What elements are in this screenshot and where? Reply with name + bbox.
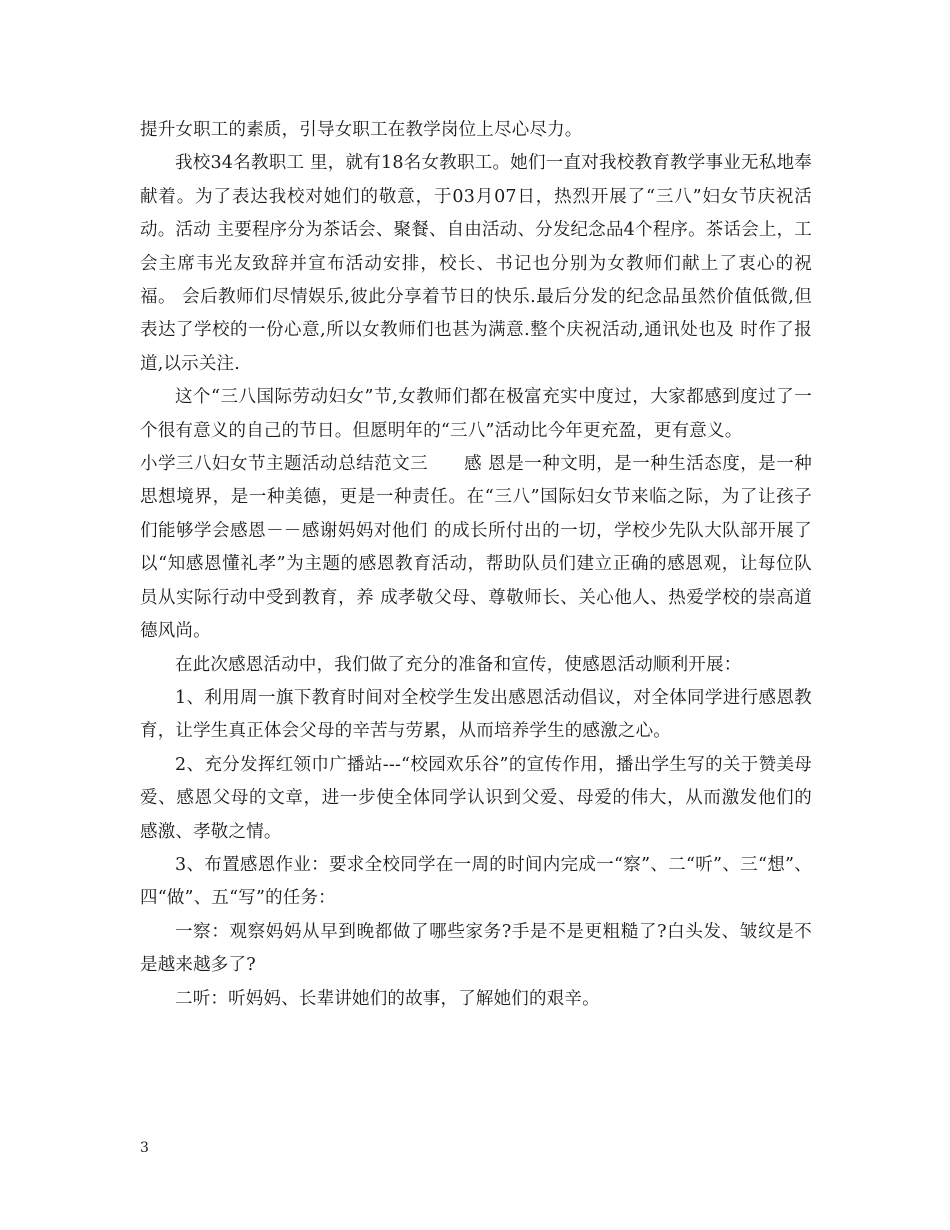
- paragraph-3: 这个“三八国际劳动妇女”节,女教师们都在极富充实中度过，大家都感到度过了一个很有意义的自己的节日。但愿明年的“三八”活动比今年更充盈，更有意义。: [140, 387, 812, 441]
- paragraph-8-item-3: 3、布置感恩作业：要求全校同学在一周的时间内完成一“察”、二“听”、三“想”、四“做”、五“写”的任务：: [140, 854, 812, 909]
- paragraph-5: 在此次感恩活动中，我们做了充分的准备和宣传，使感恩活动顺利开展：: [175, 654, 742, 675]
- paragraph-2: 我校34名教职工 里，就有18名女教职工。她们一直对我校教育教学事业无私地奉献着。为了表达我校对她们的敬意，于03月07日，热烈开展了“三八”妇女节庆祝活动。活动 主要程序分为茶话会、聚餐、自由活动、分发纪念品4个程序。茶话会上，工会主席韦光友致辞并宣布活动安排，校长、书记也分别为女教师们献上了衷心的祝福。 会后教师们尽情娱乐,彼此分享着节日的快乐.最后分发的纪念品虽然价值低微,但表达了学校的一份心意,所以女教师们也甚为满意.整个庆祝活动,通讯处也及 时作了报道,以示关注.: [140, 153, 812, 374]
- document-body: [140, 114, 812, 1016]
- paragraph-4-section-heading: 小学三八妇女节主题活动总结范文三 感 恩是一种文明，是一种生活态度，是一种思想境界，是一种美德，更是一种责任。在“三八”国际妇女节来临之际，为了让孩子们能够学会感恩－－感谢妈妈对他们 的成长所付出的一切，学校少先队大队部开展了以“知感恩懂礼孝”为主题的感恩教育活动，帮助队员们建立正确的感恩观，让每位队员从实际行动中受到教育，养 成孝敬父母、尊敬师长、关心他人、热爱学校的崇高道德风尚。: [140, 454, 812, 642]
- paragraph-10-listen: 二听：听妈妈、长辈讲她们的故事，了解她们的艰辛。: [175, 988, 600, 1009]
- paragraph-1: 提升女职工的素质，引导女职工在教学岗位上尽心尽力。: [140, 120, 583, 140]
- page-number: 3: [140, 1140, 149, 1156]
- paragraph-6-item-1: 1、利用周一旗下教育时间对全校学生发出感恩活动倡议，对全体同学进行感恩教育，让学生真正体会父母的辛苦与劳累，从而培养学生的感激之心。: [140, 687, 812, 742]
- paragraph-9-observe: 一察：观察妈妈从早到晚都做了哪些家务?手是不是更粗糙了?白头发、皱纹是不是越来越多了?: [140, 921, 812, 976]
- paragraph-7-item-2: 2、充分发挥红领巾广播站---“校园欢乐谷”的宣传作用，播出学生写的关于赞美母爱、感恩父母的文章，进一步使全体同学认识到父爱、母爱的伟大，从而激发他们的感激、孝敬之情。: [140, 754, 812, 842]
